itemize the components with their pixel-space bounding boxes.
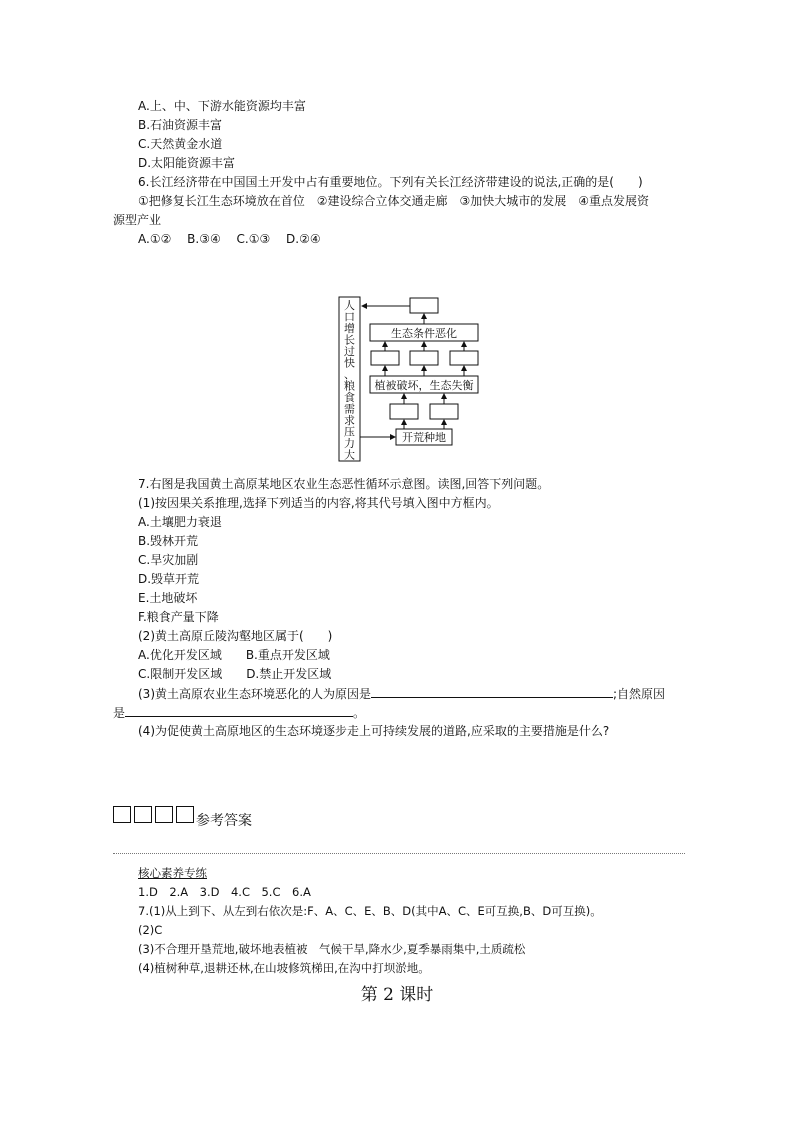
eco-cycle-svg [338, 296, 488, 462]
header-deco-box-1 [113, 806, 131, 823]
q5-option-d: D.太阳能资源丰富 [138, 156, 236, 170]
empty-box-mid-3 [450, 351, 478, 365]
q7-sub4: (4)为促使黄土高原地区的生态环境逐步走上可持续发展的道路,应采取的主要措施是什么? [138, 724, 610, 738]
q7-sub2-options-2: C.限制开发区域 D.禁止开发区域 [138, 667, 332, 681]
q7-sub3-is: 是 [113, 706, 126, 720]
q7-choice-c: C.旱灾加剧 [138, 553, 199, 567]
answers-line-3: (2)C [138, 923, 163, 937]
q6-statements-1: ①把修复长江生态环境放在首位 ②建设综合立体交通走廊 ③加快大城市的发展 ④重点发展资 [138, 194, 650, 208]
answers-header: 参考答案 [196, 813, 252, 829]
q7-sub3-end: 。 [353, 706, 366, 720]
svg-text:人: 人 [344, 299, 355, 312]
q7-sub2-options-1: A.优化开发区域 B.重点开发区域 [138, 648, 330, 662]
svg-text:粮: 粮 [344, 379, 355, 393]
q7-sub3-line2 [113, 703, 365, 722]
q7-sub3-natural-cause-label: ;自然原因 [613, 687, 666, 701]
q6-options: A.①② B.③④ C.①③ D.②④ [138, 232, 321, 246]
q7-stem: 7.右图是我国黄土高原某地区农业生态恶性循环示意图。读图,回答下列问题。 [138, 477, 550, 491]
eco-cycle-diagram [338, 296, 488, 462]
svg-text:压: 压 [344, 425, 355, 439]
svg-text:食: 食 [344, 391, 355, 404]
svg-text:大: 大 [344, 448, 355, 462]
svg-text:长: 长 [344, 333, 355, 347]
header-deco-box-3 [155, 806, 173, 823]
svg-text:植被破坏，生态失衡: 植被破坏，生态失衡 [374, 379, 474, 392]
q6-statements-2: 源型产业 [113, 213, 162, 227]
svg-text:口: 口 [344, 310, 355, 324]
svg-text:开荒种地: 开荒种地 [402, 431, 446, 444]
divider [113, 853, 685, 854]
empty-box-top [410, 298, 438, 313]
header-deco-box-2 [134, 806, 152, 823]
header-deco-box-4 [176, 806, 194, 823]
svg-text:力: 力 [344, 437, 355, 450]
vertical-label [344, 299, 355, 462]
empty-box-mid-2 [410, 351, 438, 365]
q5-option-c: C.天然黄金水道 [138, 137, 223, 151]
q5-option-b: B.石油资源丰富 [138, 118, 223, 132]
svg-text:过: 过 [344, 345, 355, 358]
q6-stem: 6.长江经济带在中国国土开发中占有重要地位。下列有关长江经济带建设的说法,正确的是( ) [138, 175, 643, 189]
lesson-title: 第 2 课时 [360, 985, 434, 1005]
q7-choice-b: B.毁林开荒 [138, 534, 199, 548]
svg-text:增: 增 [344, 322, 355, 335]
empty-box-low-2 [430, 404, 458, 419]
answers-section-title: 核心素养专练 [138, 866, 207, 880]
svg-text:快: 快 [344, 356, 355, 370]
q7-sub3-line1 [138, 684, 665, 703]
q7-sub1: (1)按因果关系推理,选择下列适当的内容,将其代号填入图中方框内。 [138, 496, 499, 510]
svg-text:、: 、 [344, 368, 355, 381]
human-cause-blank[interactable] [371, 684, 613, 698]
q7-sub2: (2)黄土高原丘陵沟壑地区属于( ) [138, 629, 333, 643]
q7-choice-d: D.毁草开荒 [138, 572, 200, 586]
q5-option-a: A.上、中、下游水能资源均丰富 [138, 99, 306, 113]
q7-choice-f: F.粮食产量下降 [138, 610, 219, 624]
svg-text:生态条件恶化: 生态条件恶化 [391, 327, 457, 340]
answers-line-5: (4)植树种草,退耕还林,在山坡修筑梯田,在沟中打坝淤地。 [138, 961, 430, 975]
answers-line-2: 7.(1)从上到下、从左到右依次是:F、A、C、E、B、D(其中A、C、E可互换,B、D可互换)。 [138, 904, 602, 918]
q7-sub3-human-cause-label: (3)黄土高原农业生态环境恶化的人为原因是 [138, 687, 371, 701]
svg-text:求: 求 [344, 414, 355, 427]
q7-choice-e: E.土地破坏 [138, 591, 198, 605]
svg-text:需: 需 [344, 402, 355, 416]
empty-box-low-1 [390, 404, 418, 419]
empty-box-mid-1 [371, 351, 399, 365]
q7-choice-a: A.土壤肥力衰退 [138, 515, 222, 529]
answers-line-1: 1.D 2.A 3.D 4.C 5.C 6.A [138, 885, 311, 899]
natural-cause-blank[interactable] [125, 703, 353, 717]
answers-line-4: (3)不合理开垦荒地,破坏地表植被 气候干旱,降水少,夏季暴雨集中,土质疏松 [138, 942, 526, 956]
